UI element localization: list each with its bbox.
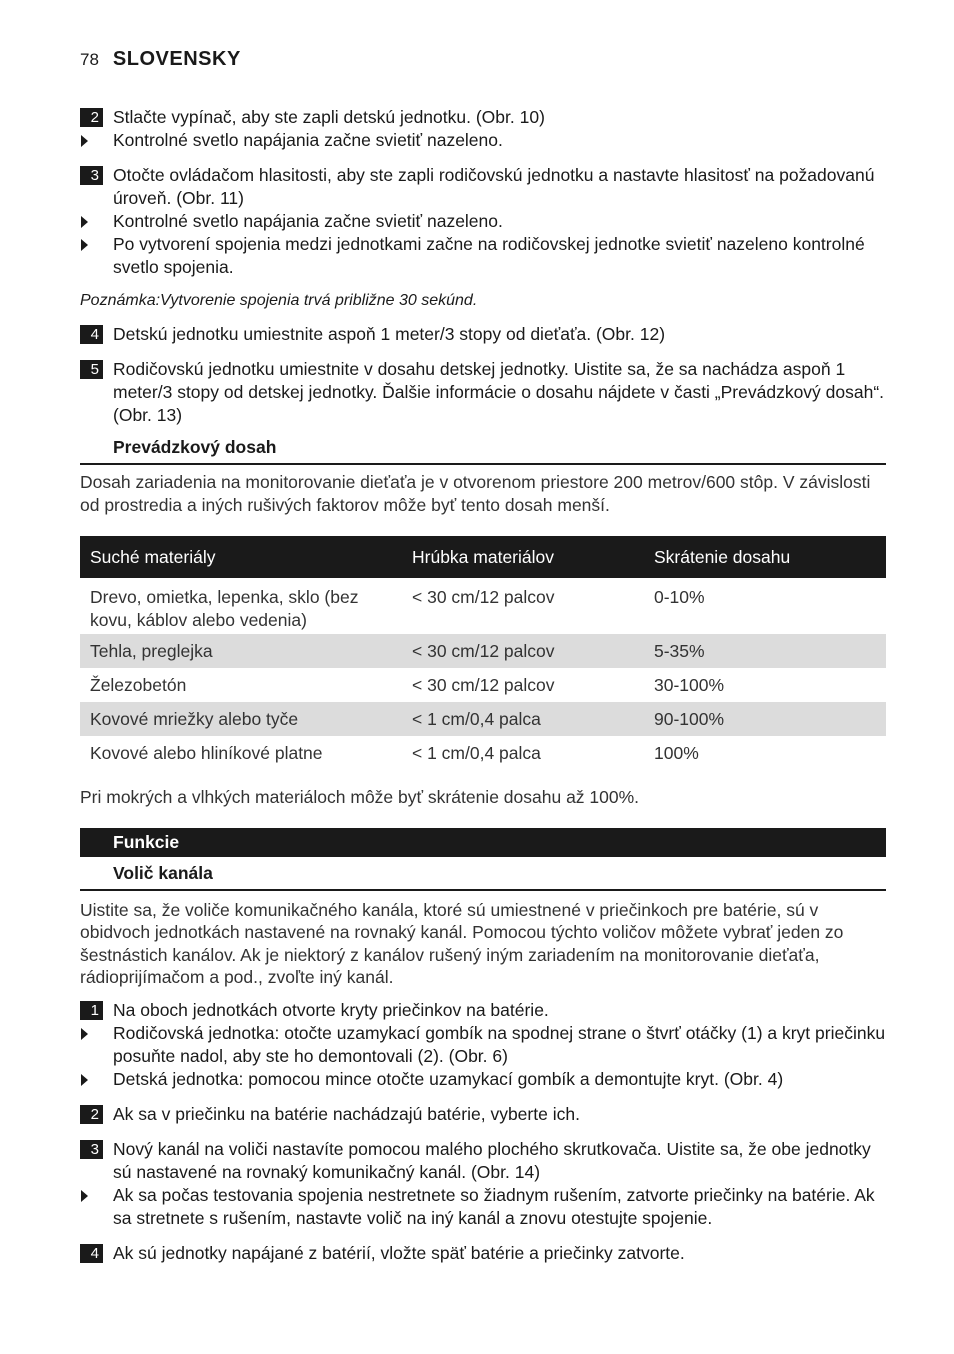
step-number: 4 — [80, 1244, 103, 1263]
table-header: Hrúbka materiálov — [402, 536, 644, 578]
table-cell: 90-100% — [644, 702, 886, 736]
bullet-text: Rodičovská jednotka: otočte uzamykací gombík na spodnej strane o štvrť otáčky (1) a kryt priečinku posuňte nadol, aby ste ho demontovali (2). (Obr. 6) — [113, 1022, 886, 1066]
page-number: 78 — [80, 50, 99, 69]
bullet-item — [80, 233, 886, 279]
step-1 — [80, 999, 886, 1022]
step-2 — [80, 106, 886, 129]
step-text: Stlačte vypínač, aby ste zapli detskú jednotku. (Obr. 10) — [113, 107, 545, 127]
step-text: Otočte ovládačom hlasitosti, aby ste zapli rodičovskú jednotku a nastavte hlasitosť na požadovanú úroveň. (Obr. 11) — [113, 165, 875, 208]
table-row — [80, 668, 886, 702]
step-3 — [80, 164, 886, 210]
table-cell: Drevo, omietka, lepenka, sklo (bez kovu, káblov alebo vedenia) — [90, 587, 359, 630]
table-cell: 5-35% — [644, 634, 886, 668]
table-header: Skrátenie dosahu — [644, 536, 886, 578]
step-2 — [80, 1103, 886, 1126]
section-heading-channel: Volič kanála — [80, 861, 886, 891]
table-cell: < 1 cm/0,4 palca — [402, 702, 644, 736]
table-cell: Tehla, preglejka — [80, 634, 402, 668]
bullet-item — [80, 1068, 886, 1091]
page-language-title: SLOVENSKY — [112, 48, 241, 70]
step-text: Nový kanál na voliči nastavíte pomocou malého plochého skrutkovača. Uistite sa, že obe jednotky sú nastavené na rovnaký komunikačný kanál. (Obr. 14) — [113, 1138, 871, 1182]
step-text: Detskú jednotku umiestnite aspoň 1 meter/3 stopy od dieťaťa. (Obr. 12) — [113, 324, 666, 344]
bullet-text: Detská jednotka: pomocou mince otočte uzamykací gombík a demontujte kryt. (Obr. 4) — [113, 1068, 784, 1089]
table-cell: 0-10% — [654, 587, 705, 607]
table-cell: < 1 cm/0,4 palca — [412, 743, 541, 763]
bullet-icon — [81, 135, 88, 147]
page-header — [80, 48, 241, 74]
bullet-icon — [81, 1028, 88, 1040]
table-row — [80, 736, 886, 770]
table-row — [80, 578, 886, 634]
bullet-text: Kontrolné svetlo napájania začne svietiť nazeleno. — [113, 211, 503, 231]
table-row — [80, 634, 886, 668]
table-cell: 100% — [654, 743, 699, 763]
step-number: 4 — [80, 325, 103, 344]
channel-intro: Uistite sa, že voliče komunikačného kanála, ktoré sú umiestnené v priečinkoch pre batérie, sú v obidvoch jednotkách nastavené na rovnaký kanál. Pomocou týchto voličov môžete vybrať jeden zo šestnástich kanálov. Ak je niektorý z kanálov rušený iným zariadením na monitorovanie dieťaťa, rádioprijímačom a pod., zvoľte iný kanál. — [80, 899, 844, 987]
table-cell: Kovové alebo hliníkové platne — [90, 743, 323, 763]
range-footer: Pri mokrých a vlhkých materiáloch môže byť skrátenie dosahu až 100%. — [80, 787, 640, 807]
step-number: 1 — [80, 1001, 103, 1020]
step-3 — [80, 1138, 886, 1184]
table-cell: 30-100% — [654, 675, 725, 695]
note: Poznámka:Vytvorenie spojenia trvá približne 30 sekúnd. — [80, 292, 478, 309]
page-content — [80, 106, 886, 1265]
step-number: 3 — [80, 1140, 103, 1159]
step-text: Rodičovskú jednotku umiestnite v dosahu detskej jednotky. Uistite sa, že sa nachádza aspoň 1 meter/3 stopy od detskej jednotky. Ďalšie informácie o dosahu nájdete v časti „Prevádzkový dosah“. (Obr. 13) — [113, 359, 885, 425]
bullet-text: Po vytvorení spojenia medzi jednotkami začne na rodičovskej jednotke svietiť nazeleno kontrolné svetlo spojenia. — [113, 234, 865, 277]
step-number: 5 — [80, 360, 103, 379]
table-cell: Železobetón — [90, 675, 187, 695]
table-header: Suché materiály — [80, 536, 402, 578]
bullet-item — [80, 1184, 886, 1230]
step-number: 2 — [80, 108, 103, 127]
table-cell: Kovové mriežky alebo tyče — [80, 702, 402, 736]
step-4 — [80, 323, 886, 346]
bullet-icon — [81, 1074, 88, 1086]
materials-table — [80, 536, 886, 770]
table-header-row — [80, 536, 886, 578]
bullet-item — [80, 1022, 886, 1068]
step-text: Ak sa v priečinku na batérie nachádzajú batérie, vyberte ich. — [113, 1103, 580, 1124]
bullet-item — [80, 129, 886, 152]
bullet-text: Ak sa počas testovania spojenia nestretnete so žiadnym rušením, zatvorte priečinky na batérie. Ak sa stretnete s rušením, nastavte volič na iný kanál a znovu otestujte spojenie. — [113, 1184, 875, 1228]
step-number: 2 — [80, 1105, 103, 1124]
range-intro: Dosah zariadenia na monitorovanie dieťaťa je v otvorenom priestore 200 metrov/600 stôp. V závislosti od prostredia a iných rušivých faktorov môže byť tento dosah menší. — [80, 472, 871, 515]
bullet-icon — [81, 1190, 88, 1202]
bullet-icon — [81, 239, 88, 251]
section-heading-range: Prevádzkový dosah — [80, 435, 886, 465]
step-5 — [80, 358, 886, 427]
step-text: Ak sú jednotky napájané z batérií, vložte späť batérie a priečinky zatvorte. — [113, 1242, 685, 1263]
bullet-item — [80, 210, 886, 233]
table-cell: < 30 cm/12 palcov — [412, 675, 555, 695]
step-number: 3 — [80, 166, 103, 185]
table-cell: < 30 cm/12 palcov — [412, 587, 555, 607]
step-text: Na oboch jednotkách otvorte kryty priečinkov na batérie. — [113, 999, 549, 1020]
section-heading-functions: Funkcie — [80, 828, 886, 857]
bullet-icon — [81, 216, 88, 228]
table-row — [80, 702, 886, 736]
step-4 — [80, 1242, 886, 1265]
bullet-text: Kontrolné svetlo napájania začne svietiť nazeleno. — [113, 130, 503, 150]
table-cell: < 30 cm/12 palcov — [402, 634, 644, 668]
